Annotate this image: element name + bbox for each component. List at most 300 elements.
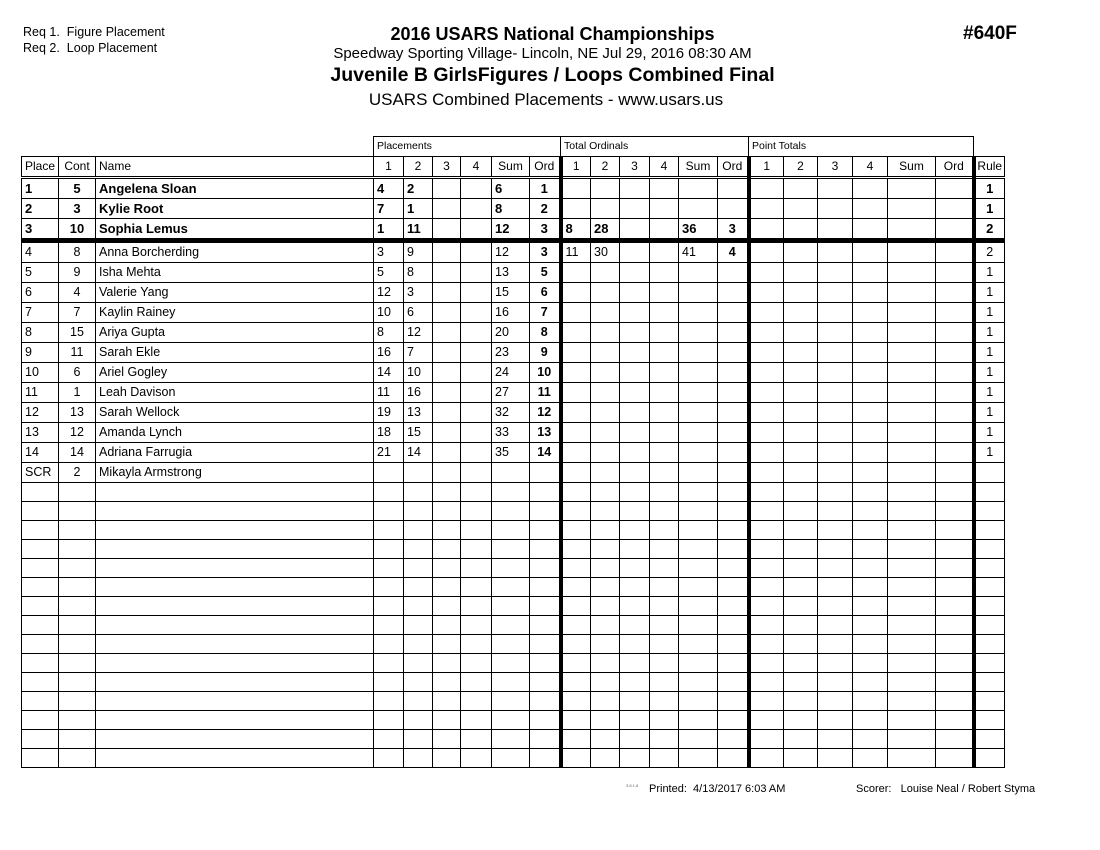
- empty-cell: [461, 635, 492, 654]
- col-header-name: Name: [96, 157, 374, 178]
- cell-ptord: [936, 323, 974, 343]
- cell-p1: 1: [374, 219, 404, 241]
- empty-cell: [679, 673, 718, 692]
- empty-cell: [561, 673, 591, 692]
- cell-psum: 16: [492, 303, 530, 323]
- empty-row: [22, 502, 1005, 521]
- empty-cell: [974, 521, 1005, 540]
- empty-cell: [530, 730, 561, 749]
- empty-cell: [853, 635, 888, 654]
- empty-cell: [433, 692, 461, 711]
- cell-p4: [461, 219, 492, 241]
- empty-cell: [679, 578, 718, 597]
- cell-ptsum: [888, 219, 936, 241]
- empty-cell: [59, 483, 96, 502]
- empty-cell: [650, 673, 679, 692]
- empty-cell: [433, 483, 461, 502]
- cell-ptord: [936, 263, 974, 283]
- event-number: #640F: [963, 23, 1017, 44]
- empty-cell: [679, 692, 718, 711]
- empty-cell: [888, 654, 936, 673]
- cell-name: Angelena Sloan: [96, 178, 374, 199]
- empty-cell: [718, 483, 749, 502]
- cell-ptord: [936, 303, 974, 323]
- empty-cell: [749, 540, 784, 559]
- empty-cell: [461, 730, 492, 749]
- empty-cell: [853, 616, 888, 635]
- cell-place: 7: [22, 303, 59, 323]
- cell-ptsum: [888, 463, 936, 483]
- table-row: [22, 219, 1005, 241]
- empty-cell: [749, 635, 784, 654]
- empty-cell: [561, 578, 591, 597]
- col-header-cont: Cont: [59, 157, 96, 178]
- cell-p2: 15: [404, 423, 433, 443]
- empty-cell: [59, 521, 96, 540]
- empty-cell: [561, 749, 591, 768]
- empty-cell: [404, 578, 433, 597]
- cell-p3: [433, 283, 461, 303]
- cell-t4: [650, 443, 679, 463]
- empty-cell: [718, 692, 749, 711]
- empty-cell: [59, 502, 96, 521]
- empty-cell: [784, 559, 818, 578]
- cell-p1: 14: [374, 363, 404, 383]
- empty-cell: [784, 711, 818, 730]
- cell-pt4: [853, 383, 888, 403]
- cell-tsum: [679, 463, 718, 483]
- empty-cell: [591, 597, 620, 616]
- cell-pt2: [784, 383, 818, 403]
- cell-name: Leah Davison: [96, 383, 374, 403]
- empty-cell: [404, 540, 433, 559]
- cell-cont: 6: [59, 363, 96, 383]
- empty-cell: [936, 502, 974, 521]
- empty-cell: [818, 673, 853, 692]
- cell-pt3: [818, 241, 853, 263]
- cell-p4: [461, 283, 492, 303]
- empty-cell: [650, 483, 679, 502]
- empty-cell: [492, 483, 530, 502]
- empty-cell: [561, 559, 591, 578]
- empty-cell: [96, 730, 374, 749]
- empty-cell: [679, 483, 718, 502]
- empty-cell: [433, 502, 461, 521]
- cell-ptsum: [888, 199, 936, 219]
- cell-pt1: [749, 178, 784, 199]
- empty-cell: [650, 540, 679, 559]
- table-row: [22, 383, 1005, 403]
- empty-cell: [620, 635, 650, 654]
- cell-p3: [433, 363, 461, 383]
- empty-cell: [530, 673, 561, 692]
- empty-cell: [818, 711, 853, 730]
- empty-cell: [974, 502, 1005, 521]
- championship-title: 2016 USARS National Championships: [390, 24, 715, 44]
- empty-cell: [818, 749, 853, 768]
- empty-cell: [888, 673, 936, 692]
- empty-cell: [679, 730, 718, 749]
- empty-cell: [530, 502, 561, 521]
- empty-row: [22, 711, 1005, 730]
- empty-cell: [749, 711, 784, 730]
- cell-t4: [650, 241, 679, 263]
- empty-cell: [974, 711, 1005, 730]
- empty-cell: [433, 635, 461, 654]
- empty-cell: [749, 597, 784, 616]
- empty-row: [22, 730, 1005, 749]
- empty-cell: [784, 616, 818, 635]
- empty-cell: [936, 597, 974, 616]
- cell-cont: 9: [59, 263, 96, 283]
- cell-tord: [718, 383, 749, 403]
- empty-cell: [718, 597, 749, 616]
- empty-cell: [492, 597, 530, 616]
- empty-cell: [530, 654, 561, 673]
- cell-tsum: 41: [679, 241, 718, 263]
- cell-t3: [620, 199, 650, 219]
- cell-tord: [718, 463, 749, 483]
- empty-cell: [974, 749, 1005, 768]
- empty-cell: [561, 730, 591, 749]
- empty-cell: [936, 578, 974, 597]
- cell-ptord: [936, 199, 974, 219]
- cell-psum: 12: [492, 219, 530, 241]
- col-header-place: Place: [22, 157, 59, 178]
- empty-cell: [679, 559, 718, 578]
- cell-psum: 6: [492, 178, 530, 199]
- empty-cell: [374, 711, 404, 730]
- empty-cell: [59, 635, 96, 654]
- empty-cell: [374, 635, 404, 654]
- cell-rule: 1: [974, 363, 1005, 383]
- cell-t1: [561, 423, 591, 443]
- empty-cell: [22, 502, 59, 521]
- cell-pt4: [853, 363, 888, 383]
- empty-cell: [888, 616, 936, 635]
- empty-cell: [784, 692, 818, 711]
- cell-tsum: [679, 178, 718, 199]
- empty-cell: [561, 502, 591, 521]
- cell-psum: 27: [492, 383, 530, 403]
- table-row: [22, 463, 1005, 483]
- cell-pord: 3: [530, 241, 561, 263]
- cell-psum: 32: [492, 403, 530, 423]
- cell-t1: [561, 263, 591, 283]
- cell-t1: [561, 403, 591, 423]
- cell-t4: [650, 323, 679, 343]
- requirement-text: Loop Placement: [66, 41, 158, 55]
- empty-cell: [620, 616, 650, 635]
- cell-psum: 15: [492, 283, 530, 303]
- cell-t1: [561, 443, 591, 463]
- cell-ptsum: [888, 323, 936, 343]
- empty-cell: [433, 711, 461, 730]
- empty-cell: [936, 730, 974, 749]
- empty-cell: [784, 749, 818, 768]
- empty-cell: [650, 559, 679, 578]
- empty-cell: [718, 540, 749, 559]
- cell-t1: [561, 363, 591, 383]
- empty-cell: [888, 521, 936, 540]
- empty-cell: [974, 654, 1005, 673]
- empty-cell: [936, 692, 974, 711]
- cell-t3: [620, 219, 650, 241]
- empty-cell: [749, 483, 784, 502]
- cell-t3: [620, 178, 650, 199]
- cell-p1: 11: [374, 383, 404, 403]
- cell-tord: 3: [718, 219, 749, 241]
- empty-cell: [974, 483, 1005, 502]
- empty-cell: [404, 635, 433, 654]
- cell-tsum: [679, 199, 718, 219]
- cell-name: Isha Mehta: [96, 263, 374, 283]
- cell-t3: [620, 423, 650, 443]
- empty-cell: [936, 654, 974, 673]
- table-row: [22, 443, 1005, 463]
- empty-cell: [974, 578, 1005, 597]
- empty-cell: [374, 559, 404, 578]
- table-row: [22, 199, 1005, 219]
- cell-psum: 20: [492, 323, 530, 343]
- empty-cell: [530, 597, 561, 616]
- cell-place: 2: [22, 199, 59, 219]
- col-header-ordinal-3: 3: [620, 157, 650, 178]
- empty-cell: [530, 521, 561, 540]
- empty-cell: [530, 483, 561, 502]
- cell-p4: [461, 263, 492, 283]
- cell-p1: 16: [374, 343, 404, 363]
- empty-cell: [620, 521, 650, 540]
- empty-cell: [749, 749, 784, 768]
- cell-place: 6: [22, 283, 59, 303]
- cell-t3: [620, 303, 650, 323]
- cell-t2: [591, 403, 620, 423]
- cell-pt3: [818, 363, 853, 383]
- cell-p2: 8: [404, 263, 433, 283]
- empty-cell: [461, 616, 492, 635]
- table-row: [22, 283, 1005, 303]
- col-header-points-sum: Sum: [888, 157, 936, 178]
- cell-cont: 13: [59, 403, 96, 423]
- empty-cell: [650, 711, 679, 730]
- empty-cell: [404, 692, 433, 711]
- cell-pt2: [784, 219, 818, 241]
- cell-t3: [620, 283, 650, 303]
- cell-p2: 16: [404, 383, 433, 403]
- empty-cell: [22, 749, 59, 768]
- cell-ptsum: [888, 263, 936, 283]
- cell-p1: 5: [374, 263, 404, 283]
- empty-cell: [974, 597, 1005, 616]
- cell-pord: 1: [530, 178, 561, 199]
- empty-cell: [59, 654, 96, 673]
- cell-place: 14: [22, 443, 59, 463]
- cell-rule: 1: [974, 199, 1005, 219]
- cell-pt3: [818, 343, 853, 363]
- empty-cell: [718, 730, 749, 749]
- cell-t2: 28: [591, 219, 620, 241]
- cell-pord: 6: [530, 283, 561, 303]
- empty-cell: [936, 559, 974, 578]
- empty-cell: [591, 540, 620, 559]
- empty-cell: [853, 673, 888, 692]
- table-row: [22, 178, 1005, 199]
- empty-cell: [591, 635, 620, 654]
- empty-cell: [718, 635, 749, 654]
- empty-cell: [492, 578, 530, 597]
- empty-cell: [784, 673, 818, 692]
- cell-pt2: [784, 463, 818, 483]
- cell-name: Sophia Lemus: [96, 219, 374, 241]
- cell-tord: [718, 263, 749, 283]
- empty-cell: [749, 521, 784, 540]
- empty-cell: [404, 711, 433, 730]
- cell-t1: [561, 303, 591, 323]
- cell-place: 4: [22, 241, 59, 263]
- cell-pt2: [784, 283, 818, 303]
- cell-p3: [433, 323, 461, 343]
- empty-cell: [936, 483, 974, 502]
- cell-psum: [492, 463, 530, 483]
- empty-cell: [404, 483, 433, 502]
- empty-cell: [96, 673, 374, 692]
- cell-p2: 14: [404, 443, 433, 463]
- empty-cell: [22, 711, 59, 730]
- cell-cont: 14: [59, 443, 96, 463]
- cell-p4: [461, 343, 492, 363]
- empty-cell: [374, 502, 404, 521]
- empty-cell: [888, 540, 936, 559]
- cell-cont: 8: [59, 241, 96, 263]
- col-header-placement-4: 4: [461, 157, 492, 178]
- cell-pt1: [749, 303, 784, 323]
- empty-cell: [404, 616, 433, 635]
- empty-cell: [433, 597, 461, 616]
- empty-cell: [591, 521, 620, 540]
- empty-cell: [591, 673, 620, 692]
- event-subtitle: USARS Combined Placements - www.usars.us: [368, 90, 724, 109]
- empty-cell: [718, 749, 749, 768]
- table-row: [22, 363, 1005, 383]
- cell-p4: [461, 383, 492, 403]
- empty-cell: [492, 673, 530, 692]
- cell-pt2: [784, 178, 818, 199]
- empty-cell: [59, 540, 96, 559]
- cell-pt3: [818, 383, 853, 403]
- cell-p1: 21: [374, 443, 404, 463]
- empty-cell: [818, 502, 853, 521]
- cell-pt3: [818, 443, 853, 463]
- cell-t4: [650, 403, 679, 423]
- scorer-info: [856, 783, 1035, 795]
- cell-pt2: [784, 323, 818, 343]
- empty-cell: [679, 711, 718, 730]
- cell-pt4: [853, 219, 888, 241]
- cell-t3: [620, 383, 650, 403]
- empty-cell: [561, 692, 591, 711]
- cell-cont: 10: [59, 219, 96, 241]
- cell-t4: [650, 178, 679, 199]
- cell-t2: [591, 383, 620, 403]
- empty-cell: [530, 635, 561, 654]
- empty-cell: [492, 730, 530, 749]
- cell-p1: 4: [374, 178, 404, 199]
- empty-cell: [620, 559, 650, 578]
- empty-cell: [650, 730, 679, 749]
- cell-p1: [374, 463, 404, 483]
- empty-cell: [374, 749, 404, 768]
- empty-cell: [22, 692, 59, 711]
- empty-cell: [404, 654, 433, 673]
- cell-pord: 5: [530, 263, 561, 283]
- cell-p4: [461, 178, 492, 199]
- cell-ptord: [936, 241, 974, 263]
- cell-pt4: [853, 283, 888, 303]
- cell-cont: 4: [59, 283, 96, 303]
- cell-pt1: [749, 463, 784, 483]
- cell-pt4: [853, 241, 888, 263]
- cell-pt3: [818, 178, 853, 199]
- empty-cell: [22, 578, 59, 597]
- empty-cell: [936, 711, 974, 730]
- cell-p4: [461, 363, 492, 383]
- column-header-row: [22, 157, 1005, 178]
- cell-rule: 1: [974, 303, 1005, 323]
- cell-pt1: [749, 283, 784, 303]
- cell-rule: 1: [974, 178, 1005, 199]
- cell-t2: [591, 343, 620, 363]
- cell-tsum: [679, 343, 718, 363]
- empty-cell: [22, 654, 59, 673]
- empty-cell: [561, 597, 591, 616]
- empty-cell: [374, 673, 404, 692]
- empty-cell: [492, 559, 530, 578]
- empty-cell: [853, 654, 888, 673]
- cell-place: 9: [22, 343, 59, 363]
- empty-cell: [974, 692, 1005, 711]
- cell-pt1: [749, 323, 784, 343]
- cell-ptord: [936, 463, 974, 483]
- cell-t4: [650, 303, 679, 323]
- cell-t2: [591, 363, 620, 383]
- empty-cell: [96, 521, 374, 540]
- cell-p2: 13: [404, 403, 433, 423]
- empty-cell: [974, 540, 1005, 559]
- cell-pord: 13: [530, 423, 561, 443]
- cell-t2: [591, 263, 620, 283]
- cell-name: Adriana Farrugia: [96, 443, 374, 463]
- cell-pt1: [749, 263, 784, 283]
- cell-psum: 35: [492, 443, 530, 463]
- cell-p3: [433, 463, 461, 483]
- col-header-ordinal-1: 1: [561, 157, 591, 178]
- empty-cell: [461, 654, 492, 673]
- cell-ptord: [936, 403, 974, 423]
- empty-cell: [404, 749, 433, 768]
- empty-cell: [96, 578, 374, 597]
- empty-cell: [650, 578, 679, 597]
- empty-cell: [784, 730, 818, 749]
- table-row: [22, 423, 1005, 443]
- empty-cell: [853, 483, 888, 502]
- empty-cell: [591, 692, 620, 711]
- cell-tord: [718, 199, 749, 219]
- cell-pord: 8: [530, 323, 561, 343]
- empty-cell: [530, 578, 561, 597]
- cell-pt3: [818, 403, 853, 423]
- cell-t2: [591, 283, 620, 303]
